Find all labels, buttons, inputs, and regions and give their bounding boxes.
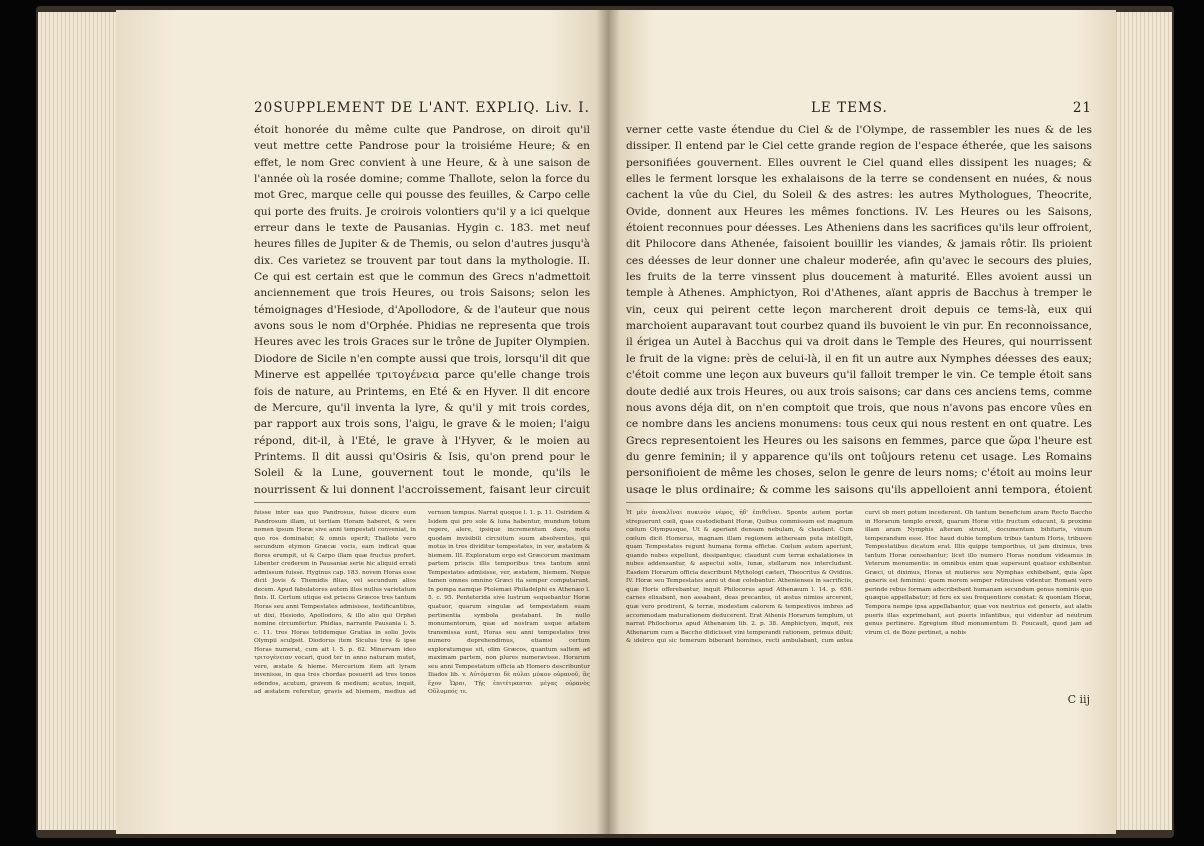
left-footnote-rule [254,502,590,503]
left-page [116,10,608,834]
right-footnote-rule [626,502,1092,503]
right-body-text: verner cette vaste étendue du Ciel & de l'Olympe, de rassembler les nues & de les dissiper. Il entend par le Ciel cette grande region de l'espace étherée, que les saisons personifiées gouvernent. Elles ouvrent le Ciel quand elles dissipent les nuages; & elles le ferment lorsque les exhalaisons de la terre se condensent en nuées, & nous cachent la vûe du Ciel, du Soleil & des astres: les autres Mythologues, Theocrite, Ovide, donnent aux Heures les mêmes fonctions. IV. Les Heures ou les Saisons, étoient reconnues pour déesses. Les Atheniens dans les sacrifices qu'ils leur offroient, dit Philocore dans Athenée, faisoient bouillir les viandes, & jamais rôtir. Ils prioient ces déesses de leur donner une chaleur moderée, afin qu'avec le secours des pluies, les fruits de la terre vinssent plus doucement à maturité. Elles avoient aussi un temple à Athenes. Amphictyon, Roi d'Athenes, aïant appris de Bacchus à tremper le vin, ceux qui peirent cette leçon marcherent droit depuis ce tems-là, eux qui marchoient auparavant tout courbez quand ils buvoient le vin pur. En reconnoissance, il érigea un Autel à Bacchus qui va droit dans le Temple des Heures, qui nourrissent le fruit de la vigne: près de celui-là, il en fit un autre aux Nymphes déesses des eaux; c'étoit comme une leçon aux buveurs qu'il falloit tremper le vin. Ce temple étoit sans doute dedié aux trois Heures, ou aux trois saisons; car dans ces anciens tems, comme nous avons déja dit, on n'en comptoit que trois, que nous n'avons pas encore vûes en ce nombre dans les anciens monumens: tous ceux qui nous restent en ont quatre. Les Grecs representoient les Heures ou les saisons en femmes, parce que ὥρα l'heure est du genre feminin; il y apparence qu'ils ont toûjours retenu cet usage. Les Romains personifioient de même les choses, selon le genre de leurs noms; c'étoit au moins leur usage le plus ordinaire; & comme les saisons qu'ils appelloient anni tempora, étoient [626,124,1092,494]
left-running-head [254,100,590,118]
left-running-title: SUPPLEMENT DE L'ANT. EXPLIQ. Liv. I. [273,100,590,116]
right-page-number: 21 [1072,100,1092,116]
right-page [608,10,1116,834]
right-running-head [626,100,1092,118]
right-latin-notes: Ἠ μὲν ἀνακλῖναι πυκινὸν νέφος, ἠδ' ἐπιθεῖναι. Sponte autem portæ strepuerunt cœli, quas custodiebant Horæ, Quibus commissum est magnum cœlum Olympusque, Ut & aperiant densam nebulam, & claudant. Cum cœlum dicit Homerus, magnam illam regionem ætheream puta intelligit, quam Tempestates regunt humana forma effictæ. Cœlum autem aperiunt, quando nubes expellunt, dissipantque; claudunt cum terræ exhalationes in nubes addensantur, & aspectui solis, lunæ, stellarum nos intercludunt. Easdem Horarum officia describunt Mythologi cæteri, Theocritus & Ovidius. IV. Horæ seu Tempestates anni ut deæ colebantur. Athenienses in sacrificiis, quæ Horis offerebantur, inquit Philocorus apud Athenæum l. 14. p. 656. carnes elixabant, non assabant, deas precantes, ut æstus nimios arcerent, quæ vero prodirent, & terræ, modestum calorem & tempestivos imbres ad accommodam maturationem deducerent. Erat Athenis Horarum templum, ut narrat Philochorus apud Athenæum lib. 2. p. 38. Amphictyon, inquit, rex Athenarum cum a Baccho didicisset vini temperandi rationem, primus diluit; & ideirco qui sic temerum biberant homines, recti ambulabant, cum antea curvi ob meri potum incederent. Ob tantum beneficium aram Recto Baccho in Horarum templo erexit, quarum Horæ vitis fructum educunt, & proxime illam aram Nymphis alteram struxit, documentum bibituris, vinum temperandum esse. Hoc haud dubie templum tribus tantum Horis, tribusve Tempestatibus dicatum erat. Illis quippe temporibus, ut jam diximus, tres tantum Horæ censebantur; licet illo numero Horas nondum videamus in Veterum monumentis: in omnibus enim quæ supersunt quatuor exhibentur. Græci, ut diximus, Horas ut mulieres seu Nymphas exhibebant, quia ὥρα generis est feminini: quem morem semper retinuisse videntur. Romani vero perinde rebus formam adscribebant humanam secundum genus nominis quo quæque appellabatur; id fere ex usu frequentiore constat: & quoniam Horæ, Tempora nempe ipsa appellabantur, quæ vox neutrius est generis, aut alatis pueris illas exprimebant, aut pueris infantibus, qui videntur ad neutrum genus pertinere. Egregium illud monumentum D. Foucault, quod jam ad virum cl. de Boze pertinet, a nobis [626,510,1092,645]
right-page-edges [1116,12,1172,830]
left-body-text: étoit honorée du même culte que Pandrose, on diroit qu'il veut mettre cette Pandrose pour la troisiéme Heure; & en effet, le nom Grec convient à une Heure, & à une saison de l'année où la rosée domine; comme Thallote, selon la force du mot Grec, marque celle qui pousse des feuilles, & Carpo celle qui porte des fruits. Je croirois volontiers qu'il y a ici quelque erreur dans le texte de Pausanias. Hygin c. 183. met neuf heures filles de Jupiter & de Themis, ou selon d'autres jusqu'à dix. Ces varietez se trouvent par tout dans la mythologie. II. Ce qui est certain est que le commun des Grecs n'admettoit anciennement que trois Heures, ou trois Saisons; selon les témoignages d'Hesiode, d'Apollodore, & de l'auteur que nous avons sous le nom d'Orphée. Phidias ne representa que trois Heures avec les trois Graces sur le trône de Jupiter Olympien. Diodore de Sicile n'en compte aussi que trois, lorsqu'il dit que Minerve est appellée τριτογένεια parce qu'elle change trois fois de nature, au Printems, en Eté & en Hyver. Il dit encore de Mercure, qu'il inventa la lyre, & qu'il y mit trois cordes, par rapport aux trois sons, l'aigu, le grave & le moien; l'aigu répond, dit-il, à l'Eté, le grave à l'Hyver, & le moien au Printems. Il dit aussi qu'Osiris & Isis, qu'on prend pour le Soleil & la Lune, gouvernent tout le monde, qu'ils le nourrissent & lui donnent l'accroissement, faisant leur circuit [254,124,590,494]
signature-mark: C iij [1067,693,1090,706]
right-running-title: LE TEMS. [810,100,888,116]
left-page-edges [38,12,116,830]
left-page-number: 20 [254,100,274,116]
left-latin-notes: fuisse inter eas quo Pandrosus, fuisse dicere eum Pandrosum illam, ut tertiam Horam haberet, & vere nomen ipsum Horæ sive anni tempestati conveniat, in quo ros dominatur, & omnis operit; Thallote vero secundum etymon Græcæ vocis, eam indicat quæ flores erumpit, ut & Carpo illam quæ fructus profert. Libenter crederem in Pausaniæ serie hic aliquid erratì admissum fuisse. Hyginus cap. 183. novem Horas esse dicit Jovis & Themidis filias, vel secundum alios decem. Apud fabulatores autem illos nullus varietatum finis. II. Certum utique est priscos Græcos tres tantum Horas seu anni Tempestates admisisse, testificantibus, ut dixi, Hesiodo, Apollodoro, & illo alio qui Orphei nomine circumfertur. Phidias, narrante Pausania l. 5. c. 11. tres Horas totidemque Gratias in solio Jovis Olympii sculpsit. Diodorus item Siculus tres & ipse Horas numerat, cum ait l. 5. p. 62. Minervam ideo τριτογένειαν vocari, quod ter in anno naturam mutet, vere, æstate & hieme. Mercurium item ait lyram invenisse, in qua tres chordas posuerit ad tres tonos edendos, acutum, gravem & medium; acutus, inquit, ad æstatem referetur, gravis ad hiemem, medius ad vernum tempus. Narrat quoque l. 1. p. 11. Osiridem & Isidem qui pro sole & luna habentur, mundum totum regere, alere, ipsique incrementum dare, motu quodam invisibili circuitum suum absolventes, qui motus in tres dividitur tempestates, in ver, æstatem & hiemem. III. Exploratum ergo est Græcorum maximam partem priscis illis temporibus tres tantum anni Tempestates admisisse, ver, æstatem, hiemem. Neque tamen omnes omnino Græci ita semper computarunt. In pompa namque Ptolemæi Philadelphi ex Athenæo l. 5. c. 95. Penteterida sive lustrum sequebantur Horæ quatuor, quarum singulæ ad tempestatem suam pertinentia symbola gestabant. In nullo monumentorum, quæ ad nostram usque ætatem transmissa sunt, Horas seu anni tempestates tres numero deprehendimus, etiamsi certum exploratumque sit, olim Græcos, quantum saltem ad maximam partem, non plures numeravisse. Horarum seu anni Tempestatum officia ab Homero describuntur Iliados lib. v. Αὐτόμαται δὲ πύλαι μύκον οὐρανοῦ, ἃς ἔχον Ὧραι, Τῇς ἐπιτέτραπται μέγας οὐρανὸς Οὔλυμπός τε. [254,510,590,696]
book-gutter [596,10,620,834]
